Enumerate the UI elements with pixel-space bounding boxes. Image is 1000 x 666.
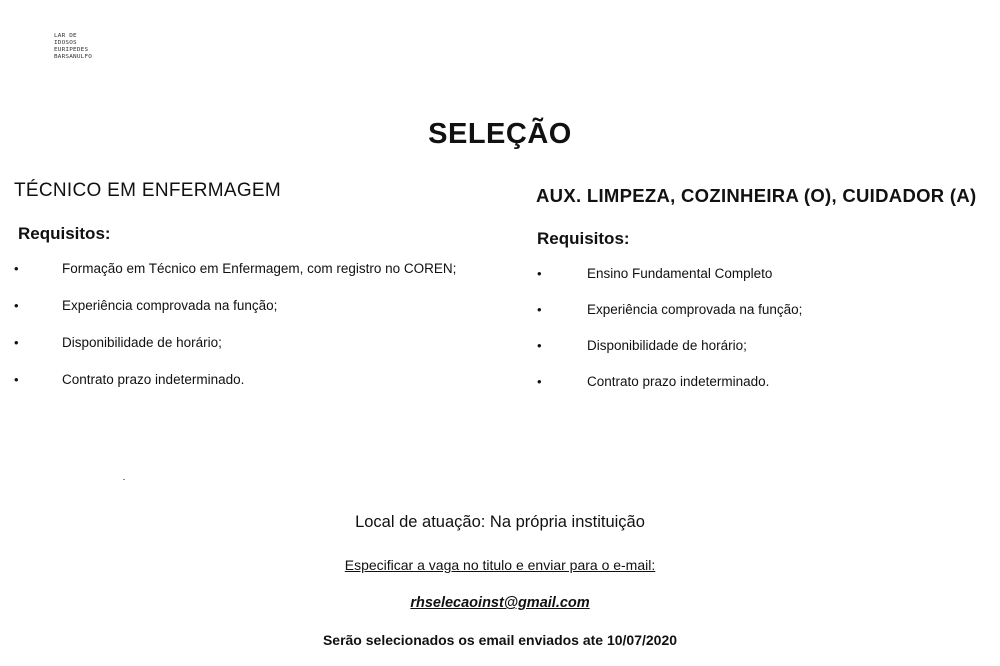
bullet-icon: • [14,261,19,276]
bullet-icon: • [14,335,19,350]
requirement-text: Experiência comprovada na função; [62,298,278,313]
job-title-support-staff: AUX. LIMPEZA, COZINHEIRA (O), CUIDADOR (A) [536,185,977,206]
list-item [536,337,996,373]
work-location: Local de atuação: Na própria instituição [355,513,645,531]
requirement-text: Formação em Técnico em Enfermagem, com registro no COREN; [62,261,457,276]
logo-line: BARSANULFO [54,53,93,60]
institution-logo [54,32,124,60]
requirement-text: Contrato prazo indeterminado. [62,372,245,387]
contact-email-link[interactable]: rhselecaoinst@gmail.com [410,595,590,611]
bullet-icon: • [537,266,542,281]
application-instructions: Especificar a vaga no titulo e enviar para o e-mail: [344,557,656,573]
right-job-column [536,185,996,409]
requirements-label: Requisitos: [18,224,111,243]
job-title-nursing-technician: TÉCNICO EM ENFERMAGEM [14,180,282,201]
requirement-text: Ensino Fundamental Completo [587,266,773,281]
application-deadline: Serão selecionados os email enviados ate 10/07/2020 [322,632,678,648]
list-item [14,260,494,297]
logo-line: EURIPEDES [54,46,89,53]
requirement-text: Contrato prazo indeterminado. [587,374,770,389]
logo-line: LAR DE [54,32,77,39]
list-item [536,373,996,409]
requirements-label: Requisitos: [537,229,630,248]
bullet-icon: • [537,374,542,389]
page-title: SELEÇÃO [428,118,572,150]
list-item [14,297,494,334]
scan-speck [123,479,125,480]
bullet-icon: • [537,302,542,317]
list-item [14,371,494,408]
bullet-icon: • [14,372,19,387]
bullet-icon: • [537,338,542,353]
bullet-icon: • [14,298,19,313]
list-item [14,334,494,371]
list-item [536,265,996,301]
requirement-text: Disponibilidade de horário; [62,335,222,350]
list-item [536,301,996,337]
requirement-text: Experiência comprovada na função; [587,302,803,317]
requirement-text: Disponibilidade de horário; [587,338,747,353]
requirements-list [14,260,494,408]
logo-line: IDOSOS [54,39,77,46]
left-job-column [14,180,494,408]
requirements-list [536,265,996,409]
